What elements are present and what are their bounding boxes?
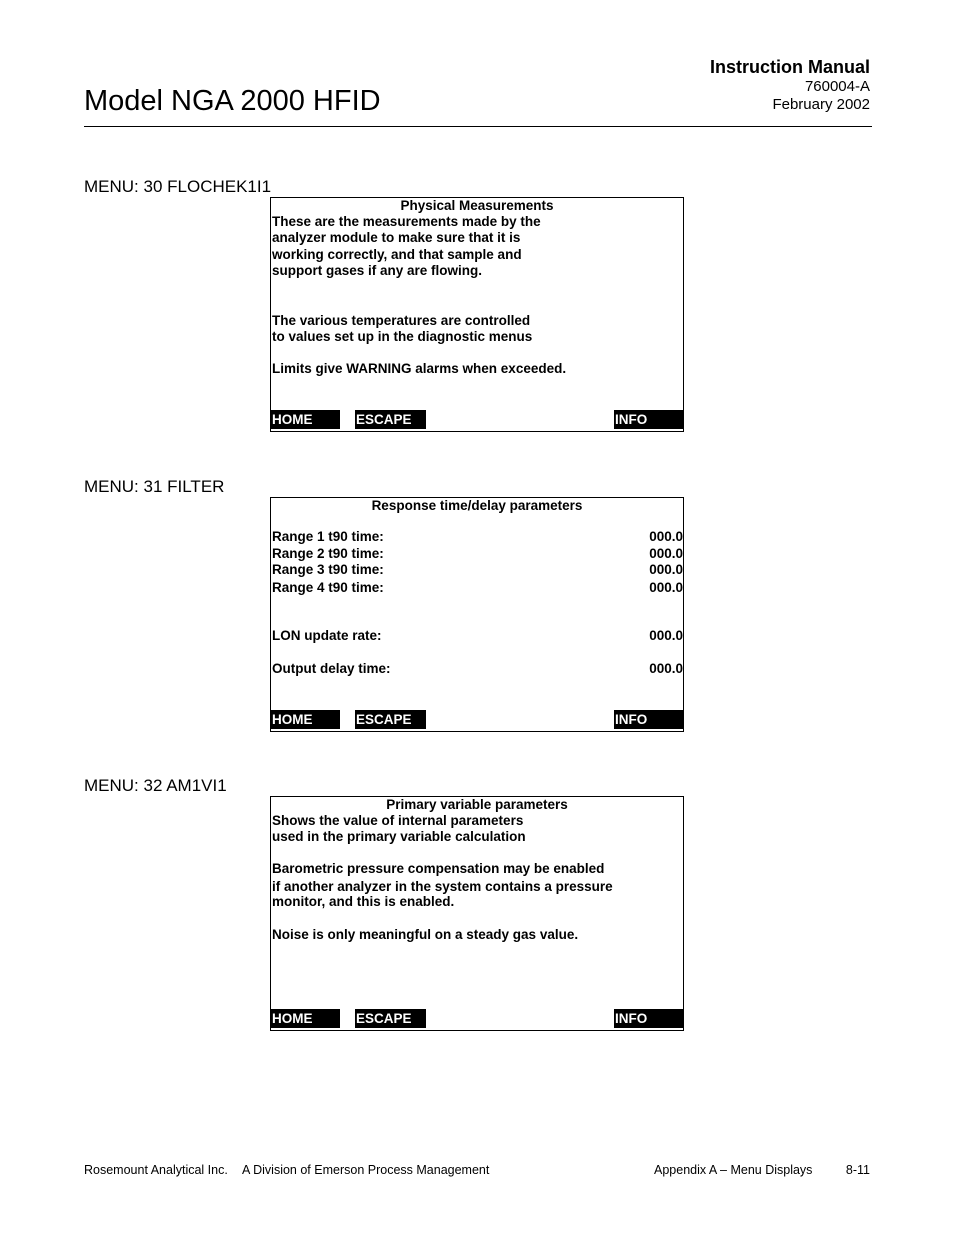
screen-title: Response time/delay parameters [371, 498, 583, 513]
screen-title: Physical Measurements [400, 198, 554, 213]
screen-text-line: Shows the value of internal parameters [272, 813, 524, 828]
footer-section: Appendix A – Menu Displays [654, 1163, 813, 1177]
parameter-label: Output delay time: [272, 661, 391, 676]
parameter-row-range-3 [272, 562, 683, 578]
escape-softkey[interactable]: ESCAPE [355, 710, 426, 729]
parameter-label: Range 2 t90 time: [272, 546, 384, 561]
info-softkey[interactable]: INFO [614, 410, 683, 429]
home-softkey[interactable]: HOME [271, 410, 340, 429]
parameter-row-output-delay [272, 661, 683, 677]
document-date: February 2002 [772, 96, 870, 113]
document-number: 760004-A [804, 78, 870, 95]
parameter-value: 000.0 [649, 661, 683, 676]
parameter-label: Range 3 t90 time: [272, 562, 384, 577]
home-softkey[interactable]: HOME [271, 1009, 340, 1028]
menu-32-label: MENU: 32 AM1VI1 [84, 776, 227, 795]
parameter-row-range-4 [272, 580, 683, 596]
screen-text-line: used in the primary variable calculation [272, 829, 526, 844]
footer-company: Rosemount Analytical Inc. [84, 1163, 228, 1177]
menu-32-screen [270, 796, 684, 1031]
screen-text-line: Barometric pressure compensation may be enabled [272, 861, 605, 876]
menu-30-screen [270, 197, 684, 432]
info-softkey[interactable]: INFO [614, 710, 683, 729]
parameter-row-range-1 [272, 529, 683, 545]
manual-label: Instruction Manual [709, 57, 870, 77]
escape-softkey[interactable]: ESCAPE [355, 410, 426, 429]
parameter-label: Range 4 t90 time: [272, 580, 384, 595]
parameter-value: 000.0 [649, 628, 683, 643]
escape-softkey[interactable]: ESCAPE [355, 1009, 426, 1028]
screen-text-line: analyzer module to make sure that it is [272, 230, 521, 245]
screen-text-line: Noise is only meaningful on a steady gas value. [272, 927, 579, 942]
parameter-row-range-2 [272, 546, 683, 562]
parameter-value: 000.0 [649, 529, 683, 544]
screen-title: Primary variable parameters [386, 797, 568, 812]
parameter-value: 000.0 [649, 580, 683, 595]
parameter-value: 000.0 [649, 546, 683, 561]
screen-text-line: if another analyzer in the system contains a pressure [272, 879, 613, 894]
parameter-value: 000.0 [649, 562, 683, 577]
screen-text-line: support gases if any are flowing. [272, 263, 483, 278]
screen-text-line: The various temperatures are controlled [272, 313, 531, 328]
parameter-label: LON update rate: [272, 628, 382, 643]
screen-text-line: Limits give WARNING alarms when exceeded. [272, 361, 567, 376]
menu-30-label: MENU: 30 FLOCHEK1I1 [84, 177, 272, 196]
home-softkey[interactable]: HOME [271, 710, 340, 729]
document-title: Model NGA 2000 HFID [84, 85, 381, 117]
parameter-row-lon-update [272, 628, 683, 644]
parameter-label: Range 1 t90 time: [272, 529, 384, 544]
header-info [710, 56, 870, 114]
menu-31-screen [270, 497, 684, 732]
header-divider [84, 126, 872, 127]
screen-text-line: monitor, and this is enabled. [272, 894, 455, 909]
footer-page-number: 8-11 [845, 1163, 870, 1177]
screen-text-line: working correctly, and that sample and [272, 247, 522, 262]
menu-31-label: MENU: 31 FILTER [84, 477, 225, 496]
screen-text-line: to values set up in the diagnostic menus [272, 329, 533, 344]
footer-division: A Division of Emerson Process Management [242, 1163, 490, 1177]
info-softkey[interactable]: INFO [614, 1009, 683, 1028]
screen-text-line: These are the measurements made by the [272, 214, 541, 229]
